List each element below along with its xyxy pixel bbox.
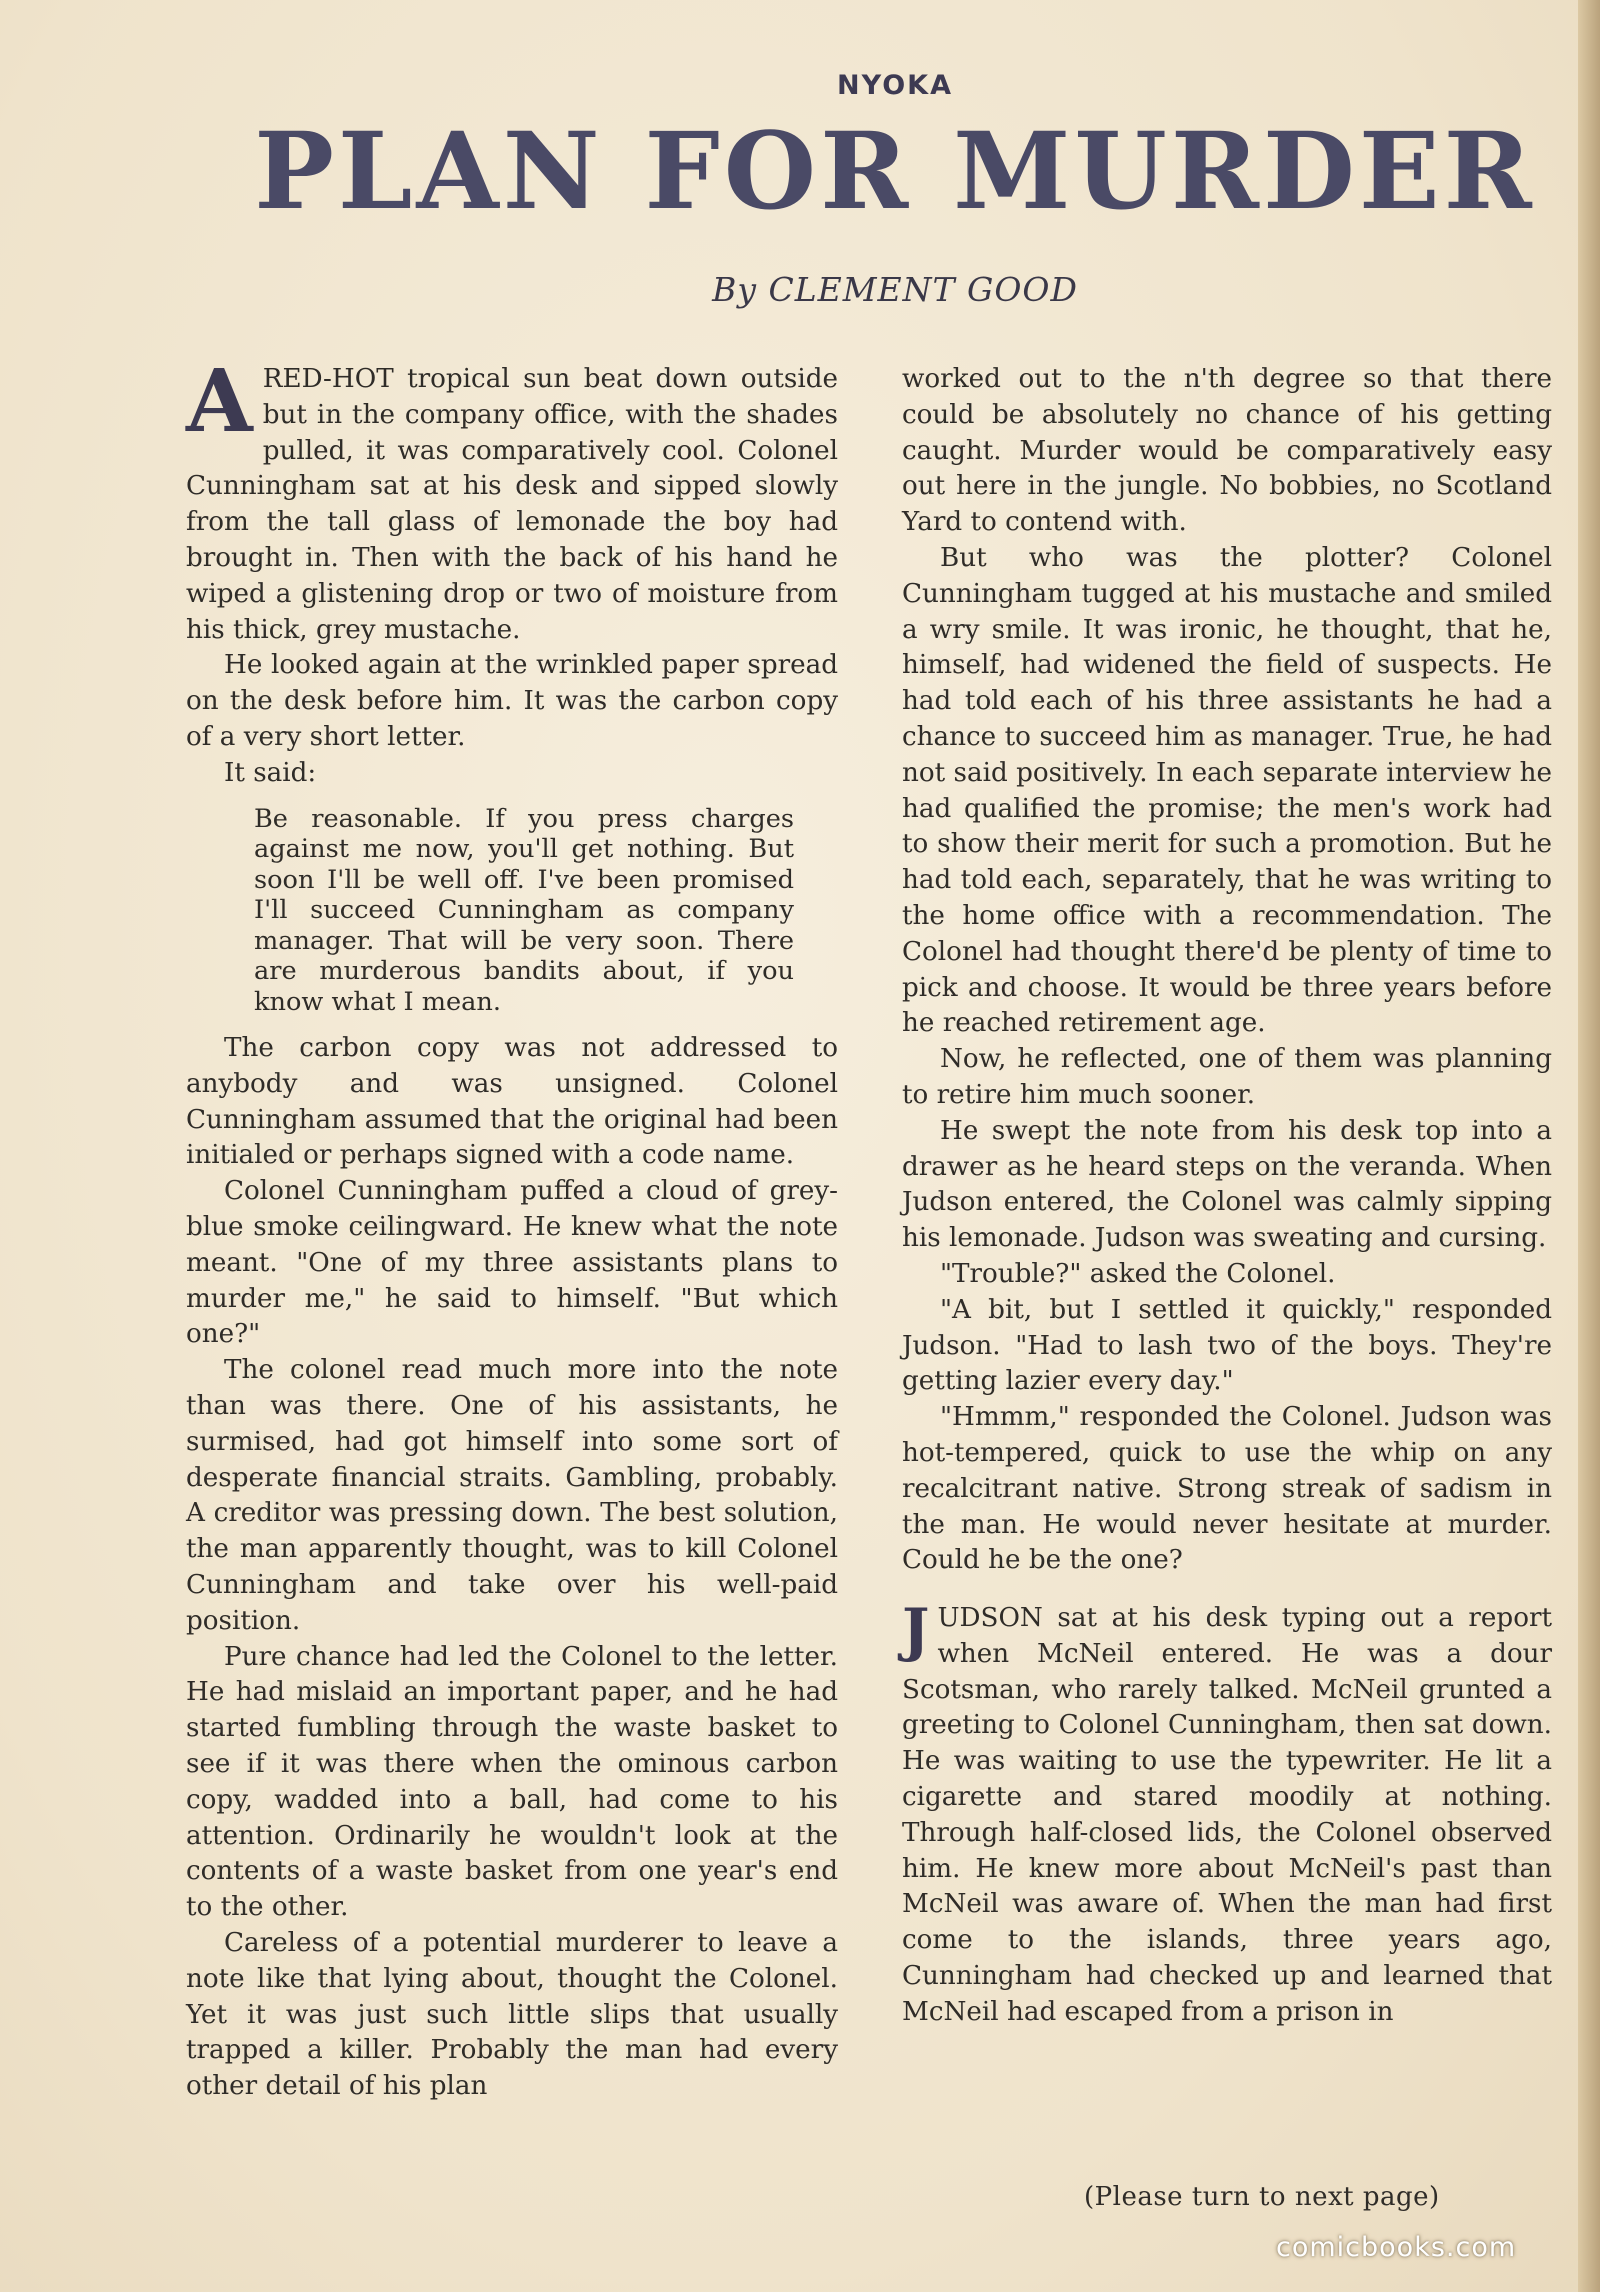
section-paragraph <box>902 1596 1552 2031</box>
series-kicker: NYOKA <box>837 70 953 101</box>
paragraph-text: RED-HOT tropical sun beat down outside but in the company office, with the shades pulled, it was comparatively cool. Colonel Cunningham sat at his desk and sipped slowly from the tall glass of lemonade the boy had brought in. Then with the back of his hand he wiped a glistening drop or two of moisture from his thick, grey mustache. <box>186 364 838 645</box>
paragraph: worked out to the n'th degree so that there could be absolutely no chance of his getting caught. Murder would be comparatively easy out here in the jungle. No bobbies, no Scotland Yard to contend with. <box>902 364 1552 538</box>
quoted-letter: Be reasonable. If you press charges against me now, you'll get nothing. But soon I'll be well off. I've been promised I'll succeed Cunningham as company manager. That will be very soon. There are murderous bandits about, if you know what I mean. <box>254 803 794 1017</box>
right-column <box>902 362 1552 2031</box>
site-watermark: comicbooks.com <box>1276 2232 1517 2263</box>
paragraph: The colonel read much more into the note than was there. One of his assistants, he surmised, had got himself into some sort of desperate financial straits. Gambling, probably. A creditor was pressing down. The best solution, the man apparently thought, was to kill Colonel Cunningham and take over his well-paid position. <box>186 1355 838 1636</box>
paragraph <box>186 351 838 648</box>
paragraph: Colonel Cunningham puffed a cloud of grey-blue smoke ceilingward. He knew what the note meant. "One of my three assistants plans to murder me," he said to himself. "But which one?" <box>186 1176 838 1350</box>
page-edge <box>1578 0 1600 2292</box>
paragraph-text: UDSON sat at his desk typing out a report when McNeil entered. He was a dour Scotsman, who rarely talked. McNeil grunted a greeting to Colonel Cunningham, then sat down. He was waiting to use the typewriter. He lit a cigarette and stared moodily at nothing. Through half-closed lids, the Colonel observed him. He knew more about McNeil's past than McNeil was aware of. When the man had first come to the islands, three years ago, Cunningham had checked up and learned that McNeil had escaped from a prison in <box>902 1603 1552 2027</box>
paragraph: But who was the plotter? Colonel Cunningham tugged at his mustache and smiled a wry smile. It was ironic, he thought, that he, himself, had widened the field of suspects. He had told each of his three assistants he had a chance to succeed him as manager. True, he had not said positively. In each separate interview he had qualified the promise; the men's work had to show their merit for such a promotion. But he had told each, separately, that he was writing to the home office with a recommendation. The Colonel had thought there'd be plenty of time to pick and choose. It would be three years before he reached retirement age. <box>902 542 1552 1039</box>
paragraph: He swept the note from his desk top into a drawer as he heard steps on the veranda. When Judson entered, the Colonel was calmly sipping his lemonade. Judson was sweating and cursing. <box>902 1115 1552 1254</box>
paragraph: Careless of a potential murderer to leave a note like that lying about, thought the Colonel. Yet it was just such little slips that usually trapped a killer. Probably the man had every other detail of his plan <box>186 1927 838 2102</box>
paragraph: It said: <box>224 757 317 788</box>
paragraph: "Hmmm," responded the Colonel. Judson was hot-tempered, quick to use the whip on any recalcitrant native. Strong streak of sadism in the man. He would never hesitate at murder. Could he be the one? <box>902 1402 1552 1576</box>
drop-cap: J <box>902 1596 930 1665</box>
paragraph: Pure chance had led the Colonel to the letter. He had mislaid an important paper, and he had started fumbling through the waste basket to see if it was there when the ominous carbon copy, wadded into a ball, had come to his attention. Ordinarily he wouldn't look at the contents of a waste basket from one year's end to the other. <box>186 1641 838 1923</box>
continued-note: (Please turn to next page) <box>1084 2182 1440 2212</box>
left-column <box>186 351 838 2105</box>
drop-cap: A <box>186 351 253 452</box>
paragraph: Now, he reflected, one of them was planning to retire him much sooner. <box>902 1044 1552 1110</box>
story-byline: By CLEMENT GOOD <box>712 270 1078 309</box>
paragraph: "A bit, but I settled it quickly," responded Judson. "Had to lash two of the boys. They're getting lazier every day." <box>902 1294 1552 1397</box>
story-title: PLAN FOR MURDER <box>254 108 1536 233</box>
paragraph: He looked again at the wrinkled paper spread on the desk before him. It was the carbon copy of a very short letter. <box>186 650 838 752</box>
paragraph: The carbon copy was not addressed to anybody and was unsigned. Colonel Cunningham assumed that the original had been initialed or perhaps signed with a code name. <box>186 1033 838 1171</box>
paragraph: "Trouble?" asked the Colonel. <box>940 1258 1336 1289</box>
